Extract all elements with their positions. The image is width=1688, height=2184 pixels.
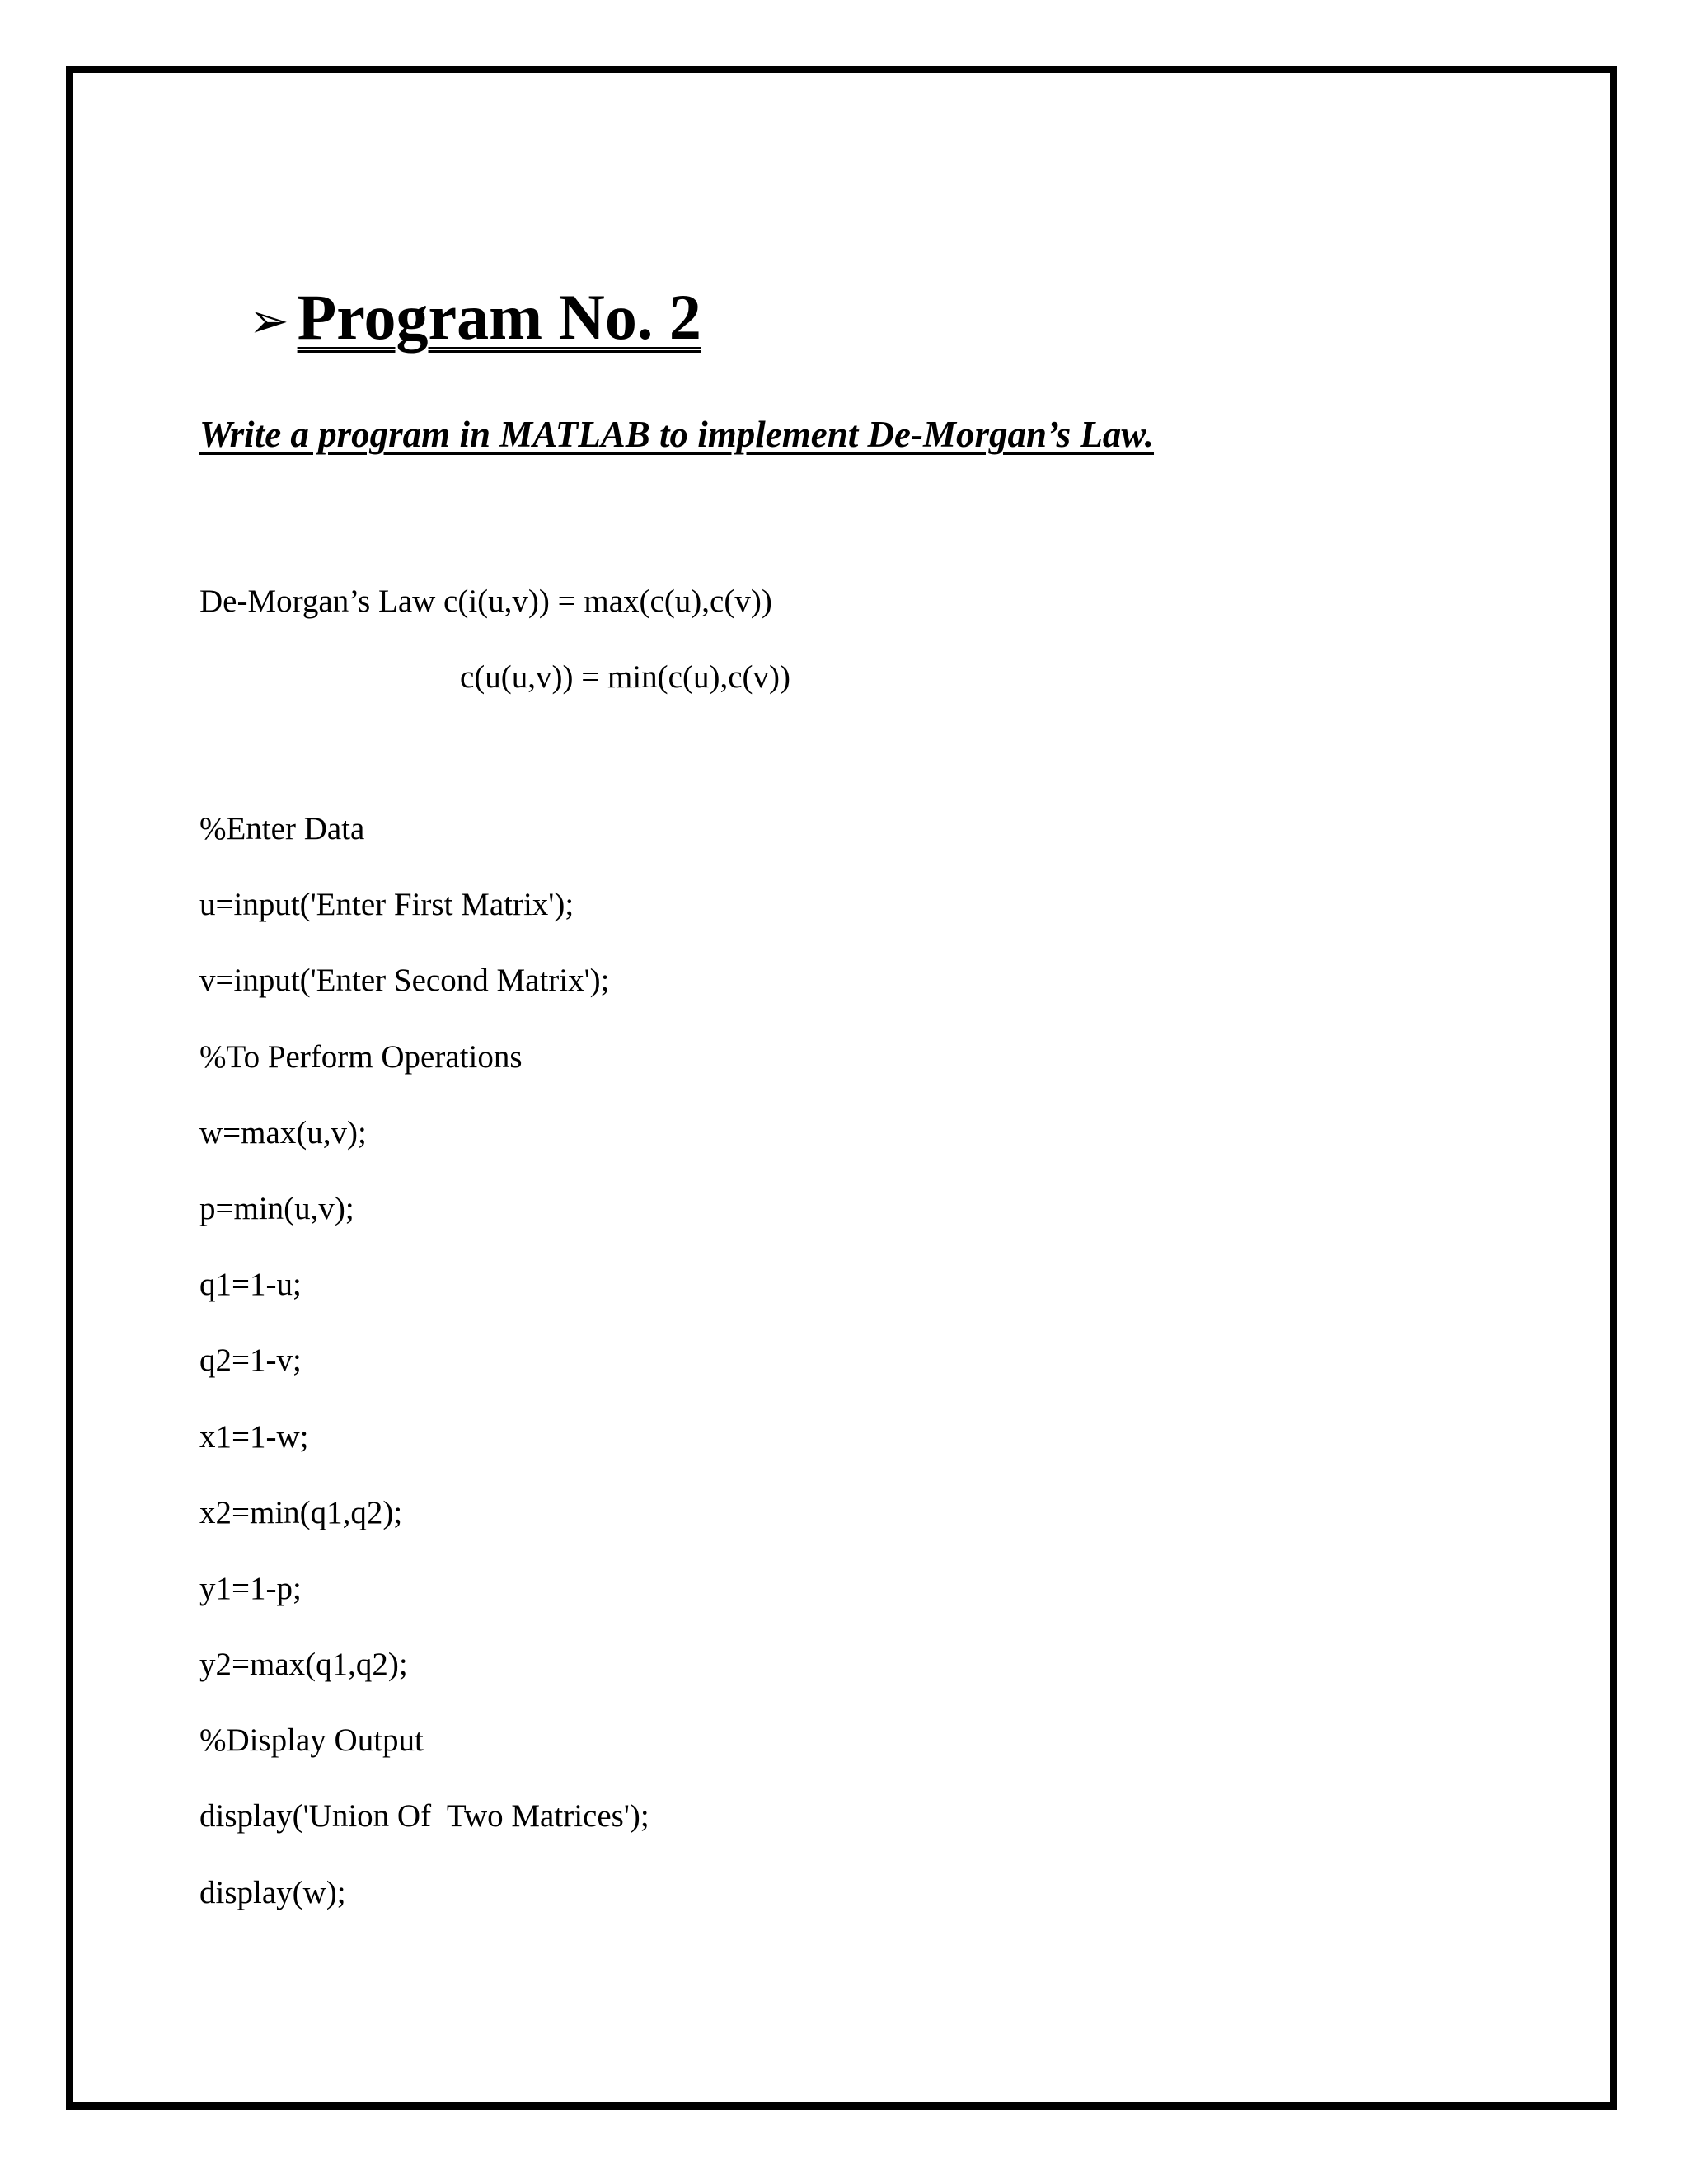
- code-line: %Enter Data: [199, 811, 365, 846]
- code-line: x2=min(q1,q2);: [199, 1494, 403, 1530]
- code-line: display('Union Of Two Matrices');: [199, 1798, 649, 1835]
- code-line: %To Perform Operations: [199, 1038, 523, 1075]
- program-title: Program No. 2: [297, 281, 701, 353]
- code-line: %Display Output: [199, 1722, 424, 1759]
- law-statement-line-2: c(u(u,v)) = min(c(u),c(v)): [460, 659, 790, 695]
- program-heading: [249, 272, 701, 363]
- arrow-bullet-icon: ➢: [249, 293, 289, 349]
- code-line: x1=1-w;: [199, 1418, 309, 1455]
- code-line: p=min(u,v);: [199, 1190, 354, 1226]
- code-line: q1=1-u;: [199, 1267, 302, 1303]
- code-line: u=input('Enter First Matrix');: [199, 887, 574, 923]
- code-line: display(w);: [199, 1874, 346, 1910]
- law-statement-line-1: De-Morgan’s Law c(i(u,v)) = max(c(u),c(v)): [199, 583, 772, 619]
- code-line: q2=1-v;: [199, 1343, 302, 1379]
- code-line: y2=max(q1,q2);: [199, 1647, 408, 1683]
- assignment-statement: Write a program in MATLAB to implement De-Morgan’s Law.: [199, 414, 1155, 455]
- code-line: v=input('Enter Second Matrix');: [199, 963, 610, 999]
- code-line: y1=1-p;: [199, 1570, 302, 1606]
- code-listing: [199, 813, 649, 1952]
- code-line: w=max(u,v);: [199, 1114, 367, 1151]
